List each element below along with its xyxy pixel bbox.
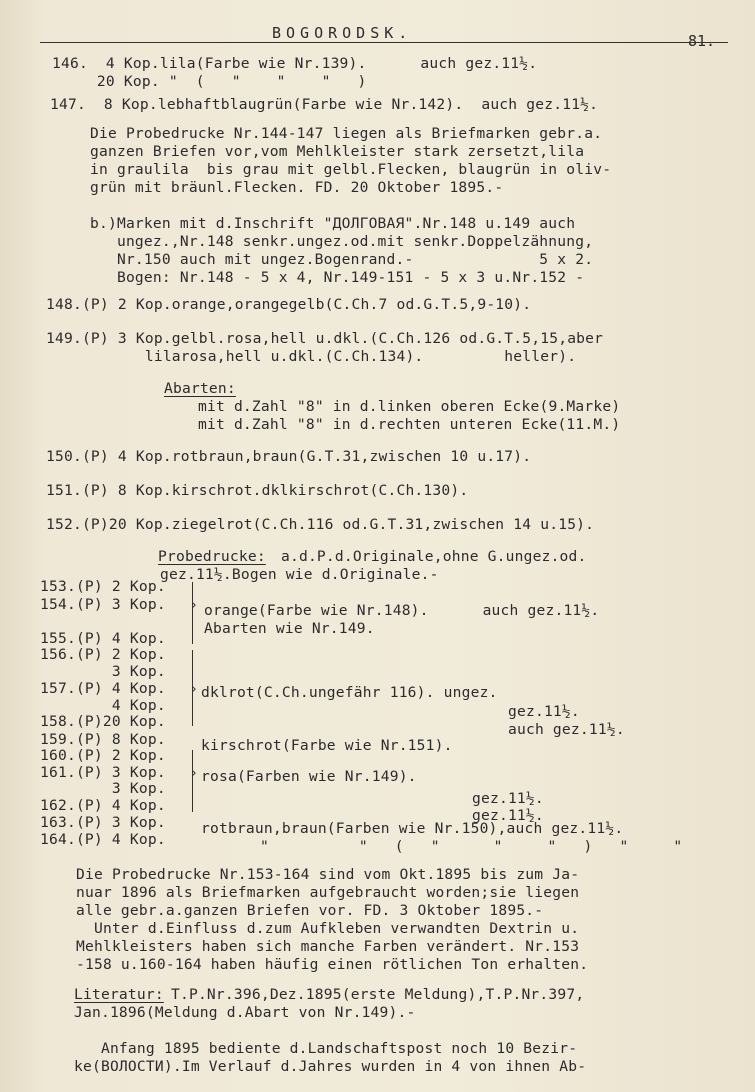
entry-160-162-perf: gez.11½. xyxy=(472,807,544,824)
paragraph-line: ganzen Briefen vor,vom Mehlkleister stark zersetzt,lila xyxy=(90,143,585,160)
header-rule xyxy=(40,42,728,43)
entry-158: 158.(P)20 Kop. xyxy=(40,713,166,730)
entry-162: 162.(P) 4 Kop. xyxy=(40,797,166,814)
entry-157: 157.(P) 4 Kop. xyxy=(40,680,166,697)
section-b-line: Bogen: Nr.148 - 5 x 4, Nr.149-151 - 5 x 3 u.Nr.152 - xyxy=(90,269,585,286)
section-b-line: b.)Marken mit d.Inschrift "ДОЛГОВАЯ".Nr.148 u.149 auch xyxy=(90,215,576,232)
entry-153-155-abarten: Abarten wie Nr.149. xyxy=(204,620,375,637)
entry-153: 153.(P) 2 Kop. xyxy=(40,578,166,595)
entry-164-desc: " " ( " " " ) " " xyxy=(260,838,683,855)
entry-160-162-desc: rosa(Farben wie Nr.149). xyxy=(201,768,417,785)
section-b-line: Nr.150 auch mit ungez.Bogenrand.- 5 x 2. xyxy=(90,251,594,268)
section-b-line: ungez.,Nr.148 senkr.ungez.od.mit senkr.Doppelzähnung, xyxy=(90,233,594,250)
entry-147: 147. 8 Kop.lebhaftblaugrün(Farbe wie Nr.142). auch gez.11½. xyxy=(50,96,599,113)
bracket-arrow: › xyxy=(190,598,198,613)
entry-150: 150.(P) 4 Kop.rotbraun,braun(G.T.31,zwischen 10 u.17). xyxy=(46,448,532,465)
paragraph-line: grün mit bräunl.Flecken. FD. 20 Oktober 1895.- xyxy=(90,179,504,196)
entry-157-b: 4 Kop. xyxy=(40,697,166,714)
entry-149-cont: lilarosa,hell u.dkl.(C.Ch.134). heller). xyxy=(46,348,577,365)
paragraph-line: ke(ВОЛОСТИ).Im Verlauf d.Jahres wurden in 4 von ihnen Ab- xyxy=(74,1058,587,1075)
entry-148: 148.(P) 2 Kop.orange,orangegelb(C.Ch.7 od.G.T.5,9-10). xyxy=(46,296,532,313)
entry-160-162-perf: gez.11½. xyxy=(472,790,544,807)
paragraph-line: Mehlkleisters haben sich manche Farben verändert. Nr.153 xyxy=(76,938,580,955)
page-number: 81. xyxy=(688,32,716,50)
paragraph-line: -158 u.160-164 haben häufig einen rötlichen Ton erhalten. xyxy=(76,956,589,973)
entry-163: 163.(P) 3 Kop. xyxy=(40,814,166,831)
abart-line: mit d.Zahl "8" in d.linken oberen Ecke(9.Marke) xyxy=(198,398,621,415)
entry-163-desc: rotbraun,braun(Farben wie Nr.150),auch gez.11½. xyxy=(201,820,624,837)
paragraph-line: Die Probedrucke Nr.153-164 sind vom Okt.1895 bis zum Ja- xyxy=(76,866,580,883)
entry-160: 160.(P) 2 Kop. xyxy=(40,747,166,764)
entry-164: 164.(P) 4 Kop. xyxy=(40,831,166,848)
entry-159-desc: kirschrot(Farbe wie Nr.151). xyxy=(201,737,453,754)
literatur-text: Jan.1896(Meldung d.Abart von Nr.149).- xyxy=(74,1004,416,1021)
paragraph-line: nuar 1896 als Briefmarken aufgebraucht worden;sie liegen xyxy=(76,884,580,901)
entry-156-158-perf: auch gez.11½. xyxy=(508,721,625,738)
abarten-heading: Abarten: xyxy=(164,380,236,397)
entry-146-variant: 20 Kop. " ( " " " ) xyxy=(52,73,367,90)
paragraph-line: Unter d.Einfluss d.zum Aufkleben verwandten Dextrin u. xyxy=(76,920,580,937)
paragraph-line: alle gebr.a.ganzen Briefen vor. FD. 3 Oktober 1895.- xyxy=(76,902,544,919)
probedrucke-text: a.d.P.d.Originale,ohne G.ungez.od. xyxy=(272,548,587,565)
entry-161: 161.(P) 3 Kop. xyxy=(40,764,166,781)
literatur-heading: Literatur: xyxy=(74,986,164,1003)
entry-153-155-desc: orange(Farbe wie Nr.148). auch gez.11½. xyxy=(204,602,600,619)
entry-154: 154.(P) 3 Kop. xyxy=(40,596,166,613)
abart-line: mit d.Zahl "8" in d.rechten unteren Ecke(11.M.) xyxy=(198,416,621,433)
entry-159: 159.(P) 8 Kop. xyxy=(40,731,166,748)
group-bracket xyxy=(186,750,193,812)
entry-156-b: 3 Kop. xyxy=(40,663,166,680)
probedrucke-text: gez.11½.Bogen wie d.Originale.- xyxy=(160,566,439,583)
bracket-arrow: › xyxy=(190,766,198,781)
entry-161-b: 3 Kop. xyxy=(40,780,166,797)
bracket-arrow: › xyxy=(190,682,198,697)
paragraph-line: Die Probedrucke Nr.144-147 liegen als Briefmarken gebr.a. xyxy=(90,125,603,142)
entry-152: 152.(P)20 Kop.ziegelrot(C.Ch.116 od.G.T.31,zwischen 14 u.15). xyxy=(46,516,595,533)
entry-156-158-perf: gez.11½. xyxy=(508,703,580,720)
page-header-title: BOGORODSK. xyxy=(272,24,413,42)
probedrucke-heading: Probedrucke: xyxy=(158,548,266,565)
group-bracket xyxy=(186,582,193,644)
entry-156: 156.(P) 2 Kop. xyxy=(40,646,166,663)
paragraph-line: in graulila bis grau mit gelbl.Flecken, blaugrün in oliv- xyxy=(90,161,612,178)
entry-155: 155.(P) 4 Kop. xyxy=(40,630,166,647)
entry-146: 146. 4 Kop.lila(Farbe wie Nr.139). auch gez.11½. xyxy=(52,55,538,72)
entry-156-158-desc: dklrot(C.Ch.ungefähr 116). ungez. xyxy=(201,684,498,701)
paragraph-line: Anfang 1895 bediente d.Landschaftspost noch 10 Bezir- xyxy=(74,1040,578,1057)
literatur-text: T.P.Nr.396,Dez.1895(erste Meldung),T.P.Nr.397, xyxy=(162,986,585,1003)
entry-151: 151.(P) 8 Kop.kirschrot.dklkirschrot(C.Ch.130). xyxy=(46,482,469,499)
entry-149: 149.(P) 3 Kop.gelbl.rosa,hell u.dkl.(C.Ch.126 od.G.T.5,15,aber xyxy=(46,330,604,347)
